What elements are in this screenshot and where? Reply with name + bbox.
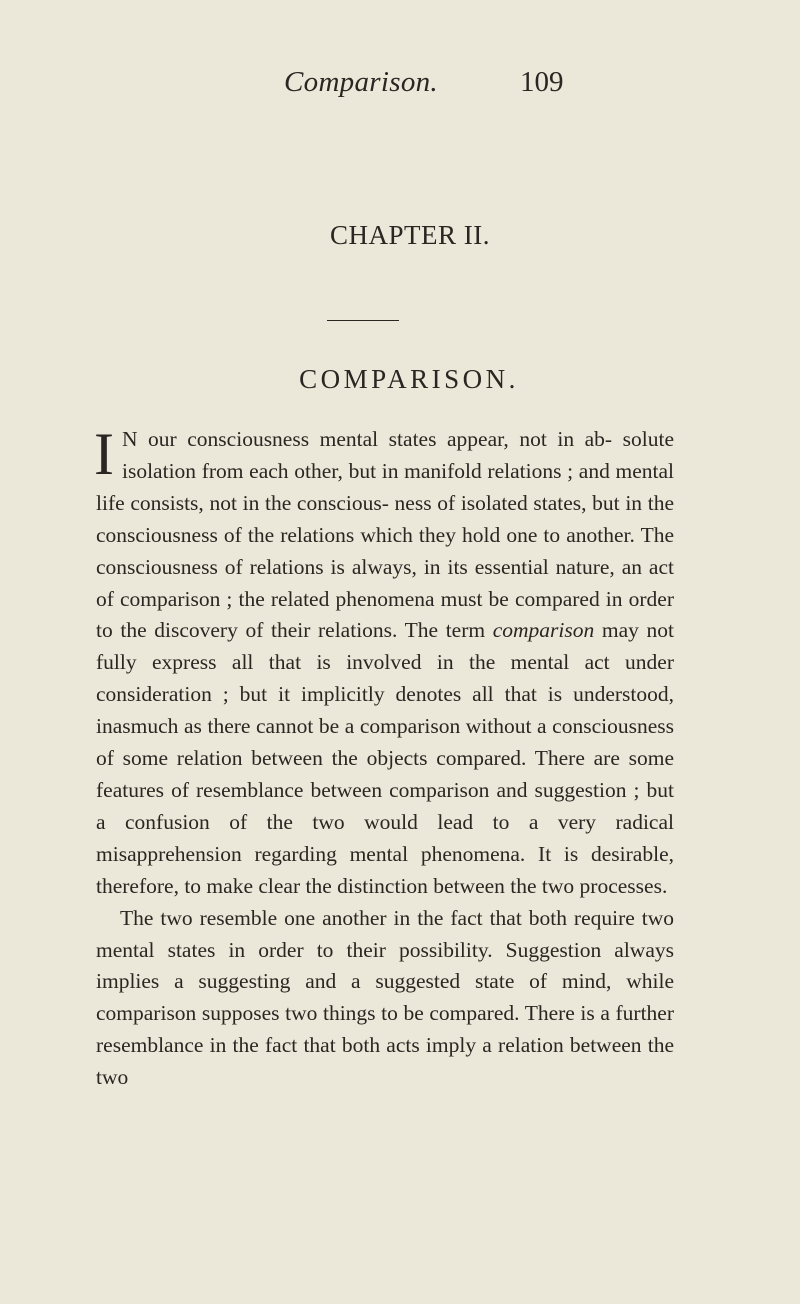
chapter-heading: CHAPTER II. <box>330 220 490 250</box>
running-head <box>284 66 684 106</box>
italic-term: comparison <box>492 618 595 643</box>
paragraph-1 <box>94 421 674 903</box>
drop-cap: I <box>94 421 114 487</box>
page-number: 109 <box>520 66 564 98</box>
body-text <box>94 421 674 1094</box>
chapter-title: COMPARISON. <box>299 364 519 394</box>
paragraph-1-text-a: N our consciousness mental states appear, not in ab- solute isolation from each other, but in manifold relations ; and mental life consists, not in the conscious- ness of isolated states, but in the consciousness of the relations which they hold one to another. The consciousness of relations is always, in its essential nature, an act of comparison ; the related phenomena must be compared in order to the discovery of their relations. The term <box>96 427 674 643</box>
divider-rule <box>327 320 399 321</box>
paragraph-1-text-b: may not fully express all that is involved in the mental act under consideration ; but it implicitly denotes all that is understood, inasmuch as there cannot be a comparison without a consciousness of some relation between the objects compared. There are some features of resemblance between comparison and suggestion ; but a confusion of the two would lead to a very radical misapprehension regarding mental phenomena. It is desirable, therefore, to make clear the distinction between the two processes. <box>96 618 674 898</box>
running-title: Comparison. <box>284 66 438 98</box>
paragraph-2: The two resemble one another in the fact that both require two mental states in order to their possibility. Suggestion always implies a suggesting and a suggested state of mind, while comparison supposes two things to be compared. There is a further resemblance in the fact that both acts imply a relation between the two <box>96 905 674 1090</box>
